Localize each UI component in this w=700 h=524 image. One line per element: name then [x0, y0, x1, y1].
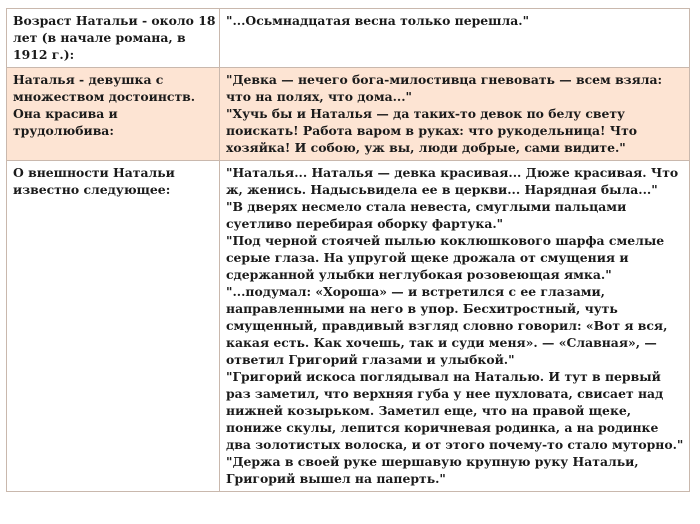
row-label-age: Возраст Натальи - около 18 лет (в начале романа, в 1912 г.):: [7, 9, 220, 68]
table-row-virtues: [7, 68, 690, 161]
quote: "Под черной стоячей пылью коклюшкового шарфа смелые серые глаза. На упругой щеке дрожала от смущения и сдержанной улыбки неглубокая розовеющая ямка.": [226, 233, 665, 282]
quote: "В дверях несмело стала невеста, смуглыми пальцами суетливо перебирая оборку фартука.": [226, 199, 627, 231]
quote: "Хучь бы и Наталья — да таких-то девок по белу свету поискать! Работа варом в руках: что рукодельница! Что хозяйка! И собою, уж вы, люди добрые, сами видите.": [226, 106, 638, 155]
row-quotes-virtues: [220, 68, 690, 161]
table-row-age: [7, 9, 690, 68]
quote: "...Осьмнадцатая весна только перешла.": [226, 13, 530, 28]
quotes-table: [6, 8, 690, 492]
quote: "Григорий искоса поглядывал на Наталью. И тут в первый раз заметил, что верхняя губа у нее пухловата, свисает над нижней козырьком. Заметил еще, что на правой щеке, пониже скулы, лепится коричневая родинка, а на родинке два золотистых волоска, и от этого почему-то стало муторно.": [226, 369, 684, 452]
quote: "...подумал: «Хороша» — и встретился с ее глазами, направленными на него в упор. Бесхитростный, чуть смущенный, правдивый взгляд словно говорил: «Вот я вся, какая есть. Как хочешь, так и суди меня». — «Славная», — ответил Григорий глазами и улыбкой.": [226, 284, 668, 367]
quote: "Девка — нечего бога-милостивца гневовать — всем взяла: что на полях, что дома...": [226, 72, 663, 104]
table-row-appearance: [7, 161, 690, 492]
quote: "Держа в своей руке шершавую крупную руку Натальи, Григорий вышел на паперть.": [226, 454, 639, 486]
row-quotes-age: [220, 9, 690, 68]
row-quotes-appearance: [220, 161, 690, 492]
row-label-virtues: Наталья - девушка с множеством достоинств. Она красива и трудолюбива:: [7, 68, 220, 161]
row-label-appearance: О внешности Натальи известно следующее:: [7, 161, 220, 492]
quote: "Наталья... Наталья — девка красивая... Дюже красивая. Что ж, женись. Надысьвидела ее в церкви... Нарядная была...": [226, 165, 679, 197]
